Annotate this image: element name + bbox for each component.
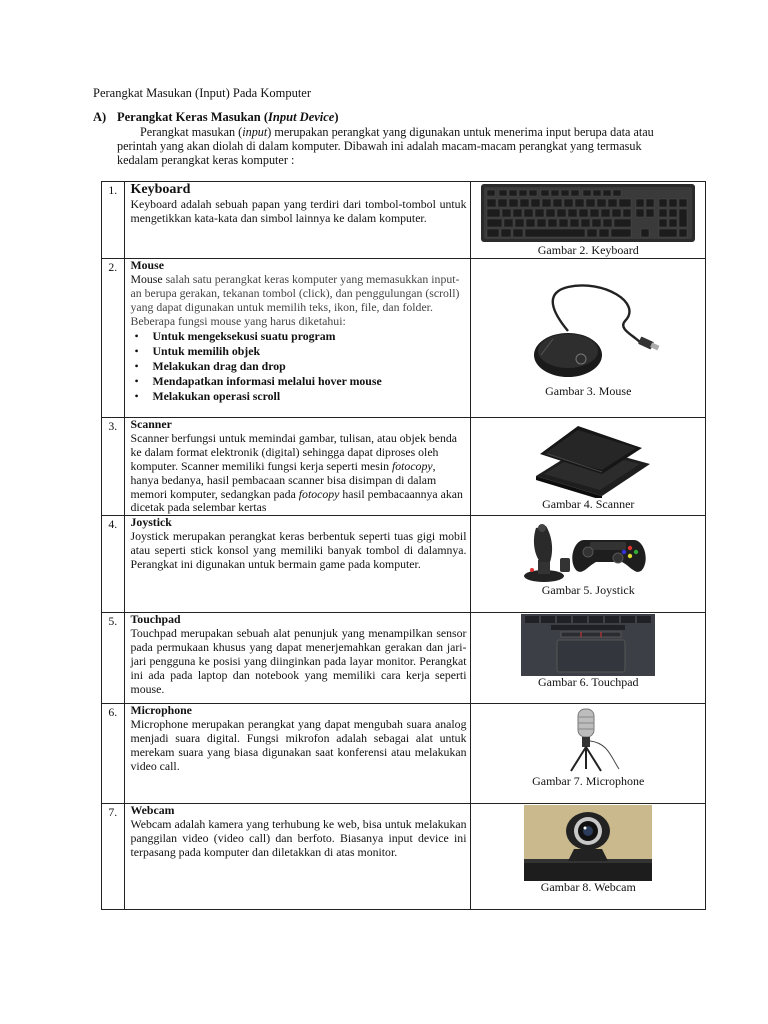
device-description: Microphone Microphone merupakan perangkat yang dapat mengubah suara analog menjadi suara digital. Fungsi mikrofon adalah sebagai alat untuk merekam suara yang biasa digunakan saat konferensi atau melakukan video call. xyxy=(124,704,471,804)
device-name: Microphone xyxy=(130,703,192,718)
row-number: 4. xyxy=(102,516,125,613)
list-item: • Melakukan drag dan drop xyxy=(153,359,467,374)
row-number: 7. xyxy=(102,804,125,910)
device-name: Joystick xyxy=(130,515,172,530)
device-description: Joystick Joystick merupakan perangkat keras berbentuk seperti tuas gigi mobil atau seperti stick konsol yang memiliki banyak tombol di dalamnya. Perangkat ini digunakan untuk bermain game pada komputer. xyxy=(124,516,471,613)
intro-paragraph: Perangkat masukan (input) merupakan perangkat yang digunakan untuk menerima input berupa data atau perintah yang akan diolah di dalam komputer. Dibawah ini adalah macam-macam perangkat yang termasuk kedalam perangkat keras komputer : xyxy=(117,125,654,168)
row-number: 2. xyxy=(102,259,125,418)
table-row xyxy=(102,704,706,804)
table-row xyxy=(102,182,706,259)
device-figure xyxy=(471,516,706,613)
list-item: • Mendapatkan informasi melalui hover mouse xyxy=(153,374,467,389)
device-figure xyxy=(471,418,706,516)
microphone-photo-icon xyxy=(553,707,623,775)
webcam-photo-icon xyxy=(524,805,652,881)
device-description: Touchpad Touchpad merupakan sebuah alat penunjuk yang menampilkan sensor pada permukaan khusus yang dapat menerjemahkan gerakan dan jari-jari pengguna ke posisi yang diinginkan pada layar monitor. Perangkat ini ada pada laptop dan notebook yang memiliki cara kerja seperti mouse. xyxy=(124,613,471,704)
table-row xyxy=(102,516,706,613)
row-number: 3. xyxy=(102,418,125,516)
input-device-table xyxy=(101,181,706,910)
device-figure xyxy=(471,259,706,418)
figure-caption: Gambar 8. Webcam xyxy=(540,880,636,895)
section-number: A) xyxy=(93,110,107,124)
figure-caption: Gambar 4. Scanner xyxy=(542,497,635,511)
mouse-photo-icon xyxy=(513,273,663,385)
device-name: Touchpad xyxy=(130,612,181,627)
figure-caption: Gambar 3. Mouse xyxy=(545,384,632,398)
keyboard-photo-icon xyxy=(478,182,698,244)
list-item: • Untuk memilih objek xyxy=(153,344,467,359)
figure-caption: Gambar 6. Touchpad xyxy=(537,675,639,690)
scanner-photo-icon xyxy=(518,424,658,498)
table-row xyxy=(102,418,706,516)
table-row xyxy=(102,613,706,704)
row-number: 6. xyxy=(102,704,125,804)
figure-caption: Gambar 2. Keyboard xyxy=(537,243,639,257)
device-description: Keyboard Keyboard adalah sebuah papan yang terdiri dari tombol-tombol untuk mengetikkan kata-kata dan simbol lainnya ke dalam komputer. xyxy=(124,182,471,259)
device-description: Webcam Webcam adalah kamera yang terhubung ke web, bisa untuk melakukan panggilan video (video call) dan berfoto. Biasanya input device ini terpasang pada komputer dan diletakkan di atas monitor. xyxy=(124,804,471,910)
device-description: Scanner Scanner berfungsi untuk memindai gambar, tulisan, atau objek benda ke dalam format elektronik (digital) sehingga dapat diproses oleh komputer. Scanner memiliki fungsi kerja seperti mesin fotocopy, hanya bedanya, hasil pembacaan scanner bisa disimpan di dalam memori komputer, sedangkan pada fotocopy hasil pembacaannya akan dicetak pada selembar kertas xyxy=(124,418,471,516)
row-number: 5. xyxy=(102,613,125,704)
document-title: Perangkat Masukan (Input) Pada Komputer xyxy=(93,86,311,100)
section-heading: A) Perangkat Keras Masukan (Input Device) xyxy=(93,110,339,124)
device-figure xyxy=(471,613,706,704)
list-item: • Untuk mengeksekusi suatu program xyxy=(153,329,467,344)
device-name: Scanner xyxy=(130,417,172,431)
device-figure xyxy=(471,804,706,910)
device-name: Webcam xyxy=(130,803,175,818)
touchpad-photo-icon xyxy=(521,614,655,676)
device-figure xyxy=(471,182,706,259)
list-item: • Melakukan operasi scroll xyxy=(153,389,467,404)
table-row xyxy=(102,259,706,418)
table-row xyxy=(102,804,706,910)
joystick-photo-icon xyxy=(518,520,658,584)
device-description: Mouse Mouse salah satu perangkat keras komputer yang memasukkan input-an berupa gerakan, tekanan tombol (click), dan penggulungan (scroll) yang dapat digunakan untuk memilih teks, ikon, file, dan folder. Beberapa fungsi mouse yang harus diketahui: • Untuk mengeksekusi suatu program • Untuk memilih objek • Melakukan drag dan drop • Mendapatkan informasi melalui hover mouse • Melakukan operasi scroll xyxy=(124,259,471,418)
device-name: Keyboard xyxy=(130,182,191,197)
figure-caption: Gambar 7. Microphone xyxy=(532,774,645,789)
mouse-function-list xyxy=(131,329,467,404)
device-figure xyxy=(471,704,706,804)
figure-caption: Gambar 5. Joystick xyxy=(541,583,635,598)
row-number: 1. xyxy=(102,182,125,259)
device-name: Mouse xyxy=(130,258,164,272)
